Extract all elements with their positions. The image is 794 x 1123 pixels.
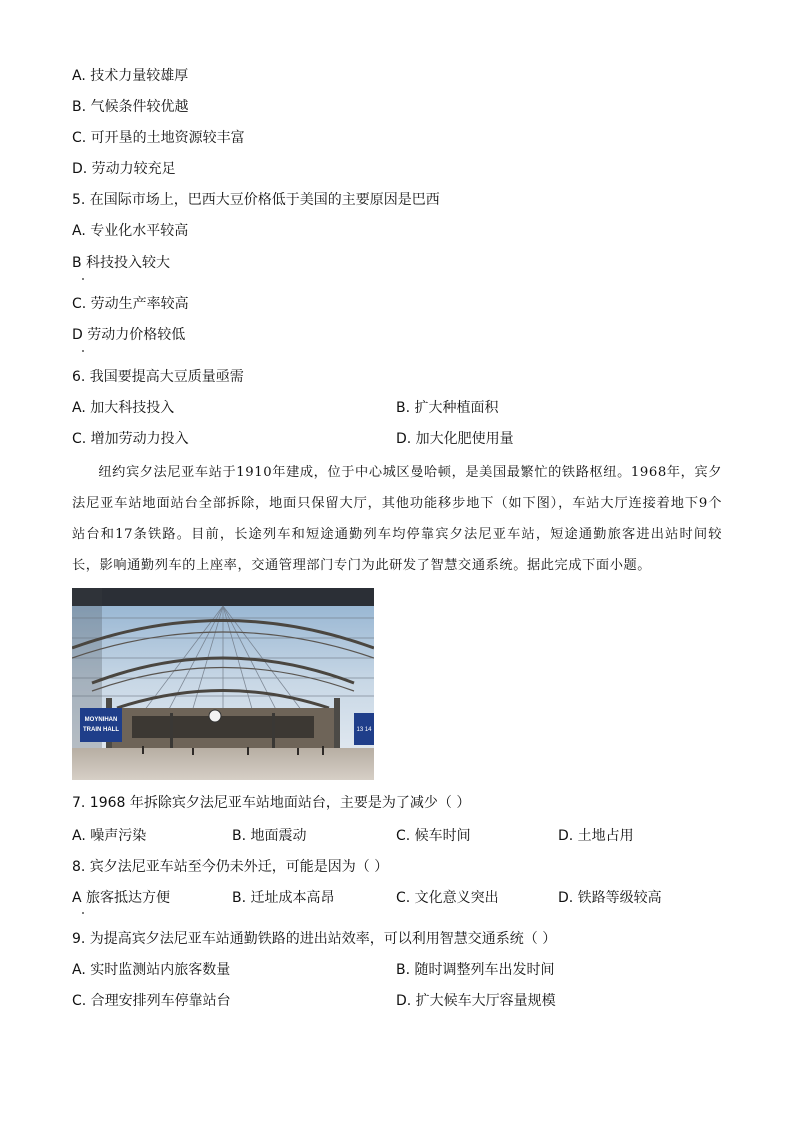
- q7-option-d: D. 土地占用: [558, 828, 634, 844]
- q4-option-c: C. 可开垦的土地资源较丰富: [72, 130, 245, 146]
- q4-option-d: D. 劳动力较充足: [72, 161, 176, 177]
- punctuation-dot: [82, 912, 84, 914]
- q6-option-d: D. 加大化肥使用量: [396, 431, 514, 447]
- q8-option-a: A 旅客抵达方便: [72, 890, 171, 906]
- q9-option-a: A. 实时监测站内旅客数量: [72, 962, 231, 978]
- q5-option-b: B 科技投入较大: [72, 255, 171, 271]
- q7-option-b: B. 地面震动: [232, 828, 307, 844]
- q7-option-c: C. 候车时间: [396, 828, 471, 844]
- q4-option-a: A. 技术力量较雄厚: [72, 68, 189, 84]
- q5-option-a: A. 专业化水平较高: [72, 223, 189, 239]
- q6-option-b: B. 扩大种植面积: [396, 400, 499, 416]
- q8-option-b: B. 迁址成本高昂: [232, 890, 335, 906]
- q7-option-a: A. 噪声污染: [72, 828, 147, 844]
- q5-option-c: C. 劳动生产率较高: [72, 296, 189, 312]
- punctuation-dot: [82, 350, 84, 352]
- q9-option-b: B. 随时调整列车出发时间: [396, 962, 555, 978]
- right-sign-text: 13 14: [356, 727, 372, 733]
- q6-options-row-2: [72, 429, 722, 449]
- q9-options-row-2: [72, 991, 722, 1011]
- q4-option-b: B. 气候条件较优越: [72, 99, 189, 115]
- q6-options-row-1: [72, 398, 722, 418]
- q7-options-row: [72, 826, 722, 846]
- q6-stem: 6. 我国要提高大豆质量亟需: [72, 369, 244, 385]
- sign-text-line1: MOYNIHAN: [84, 717, 118, 723]
- q8-options-row: [72, 888, 722, 908]
- q8-option-d: D. 铁路等级较高: [558, 890, 662, 906]
- q7-stem: 7. 1968 年拆除宾夕法尼亚车站地面站台，主要是为了减少（ ）: [72, 795, 471, 811]
- reading-passage: 纽约宾夕法尼亚车站于1910年建成，位于中心城区曼哈顿，是美国最繁忙的铁路枢纽。1968年，宾夕法尼亚车站地面站台全部拆除，地面只保留大厅，其他功能移步地下（如下图），车站大厅连接着地下9个站台和17条铁路。目前，长途列车和短途通勤列车均停靠宾夕法尼亚车站，短途通勤旅客进出站时间较长，影响通勤列车的上座率，交通管理部门专门为此研发了智慧交通系统。据此完成下面小题。: [72, 465, 722, 573]
- q9-option-d: D. 扩大候车大厅容量规模: [396, 993, 556, 1009]
- q6-option-c: C. 增加劳动力投入: [72, 431, 189, 447]
- q5-option-d: D 劳动力价格较低: [72, 327, 186, 343]
- q5-stem: 5. 在国际市场上，巴西大豆价格低于美国的主要原因是巴西: [72, 192, 440, 208]
- train-hall-photo: [72, 588, 374, 780]
- q8-option-c: C. 文化意义突出: [396, 890, 499, 906]
- q9-options-row-1: [72, 960, 722, 980]
- q9-stem: 9. 为提高宾夕法尼亚车站通勤铁路的进出站效率，可以利用智慧交通系统（ ）: [72, 931, 557, 947]
- q6-option-a: A. 加大科技投入: [72, 400, 175, 416]
- q9-option-c: C. 合理安排列车停靠站台: [72, 993, 231, 1009]
- punctuation-dot: [82, 278, 84, 280]
- q8-stem: 8. 宾夕法尼亚车站至今仍未外迁，可能是因为（ ）: [72, 859, 389, 875]
- sign-text-line2: TRAIN HALL: [83, 727, 119, 733]
